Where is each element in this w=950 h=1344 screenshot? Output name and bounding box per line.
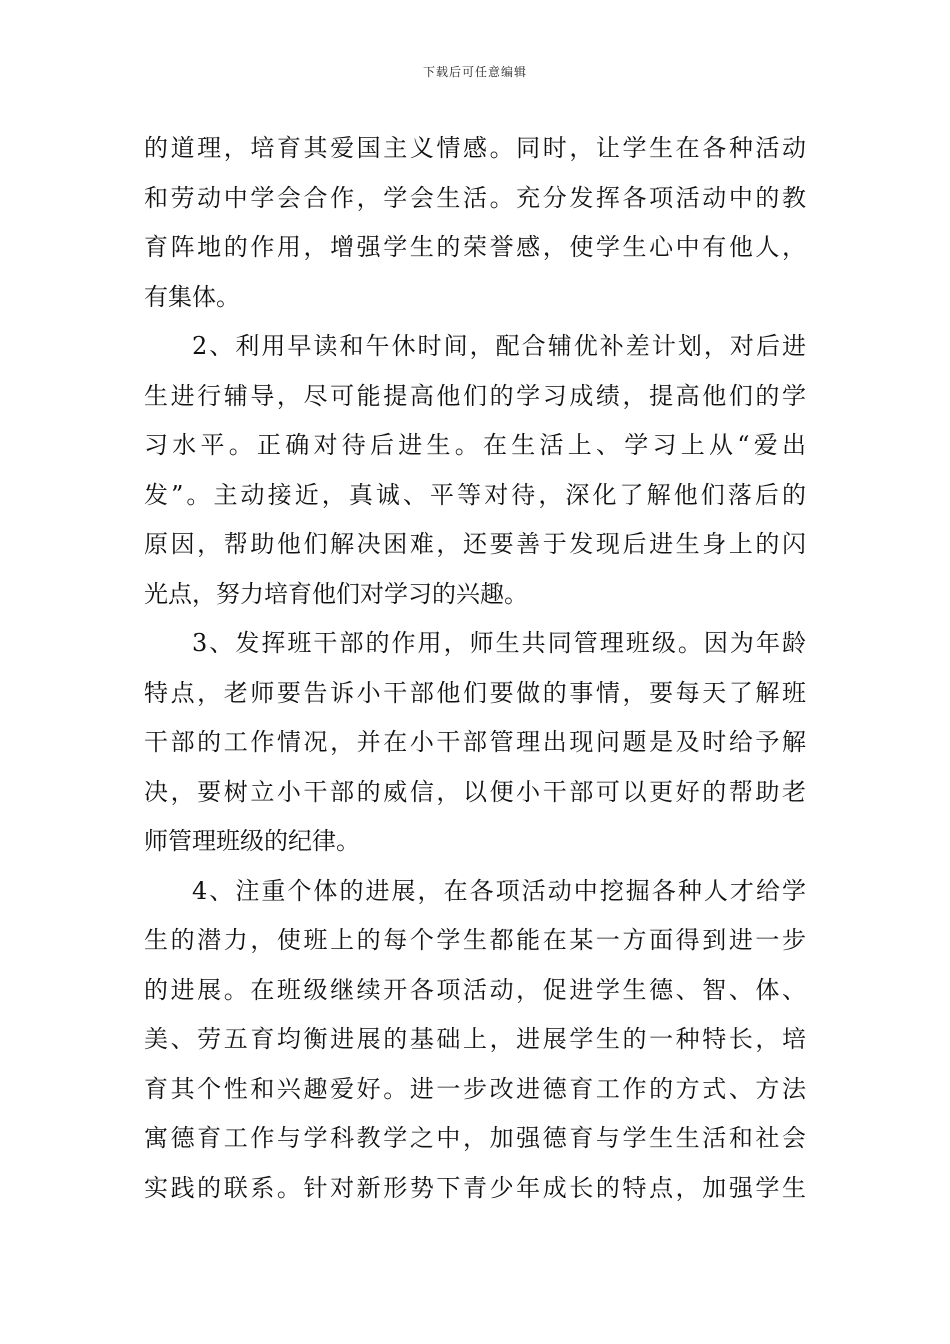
text-line: 生的潜力，使班上的每个学生都能在某一方面得到进一步 [144, 926, 806, 954]
text-line: 的进展。在班级继续开各项活动，促进学生德、智、体、 [144, 975, 806, 1004]
text-line: 特点，老师要告诉小干部他们要做的事情，要每天了解班 [144, 678, 806, 707]
paragraph-2 [144, 322, 806, 619]
paragraph-4 [144, 867, 806, 1214]
text-line: 寓德育工作与学科教学之中，加强德育与学生生活和社会 [144, 1124, 806, 1152]
paragraph-3 [144, 619, 806, 867]
text-line: 美、劳五育均衡进展的基础上，进展学生的一种特长，培 [144, 1025, 806, 1053]
text-line: 发”。主动接近，真诚、平等对待，深化了解他们落后的 [144, 480, 806, 509]
paragraph-1 [144, 124, 806, 322]
text-line: 4、注重个体的进展，在各项活动中挖掘各种人才给学 [192, 876, 806, 905]
page-header-note: 下载后可任意编辑 [422, 65, 527, 79]
text-line: 生进行辅导，尽可能提高他们的学习成绩，提高他们的学 [144, 381, 806, 410]
text-line: 师管理班级的纪律。 [144, 827, 360, 855]
text-line: 育其个性和兴趣爱好。进一步改进德育工作的方式、方法 [144, 1074, 806, 1103]
text-line: 有集体。 [144, 282, 240, 311]
text-line: 2、利用早读和午休时间，配合辅优补差计划，对后进 [192, 332, 806, 360]
text-line: 习水平。正确对待后进生。在生活上、学习上从“爱出 [144, 431, 806, 459]
text-line: 实践的联系。针对新形势下青少年成长的特点，加强学生 [144, 1173, 806, 1202]
text-line: 光点，努力培育他们对学习的兴趣。 [144, 579, 528, 608]
text-line: 干部的工作情况，并在小干部管理出现问题是及时给予解 [144, 728, 806, 756]
text-line: 3、发挥班干部的作用，师生共同管理班级。因为年龄 [192, 629, 806, 657]
document-body [144, 124, 806, 1213]
text-line: 育阵地的作用，增强学生的荣誉感，使学生心中有他人， [144, 233, 806, 261]
text-line: 原因，帮助他们解决困难，还要善于发现后进生身上的闪 [144, 530, 806, 558]
text-line: 决，要树立小干部的威信，以便小干部可以更好的帮助老 [144, 777, 806, 806]
text-line: 的道理，培育其爱国主义情感。同时，让学生在各种活动 [144, 134, 806, 162]
text-line: 和劳动中学会合作，学会生活。充分发挥各项活动中的教 [144, 183, 806, 212]
